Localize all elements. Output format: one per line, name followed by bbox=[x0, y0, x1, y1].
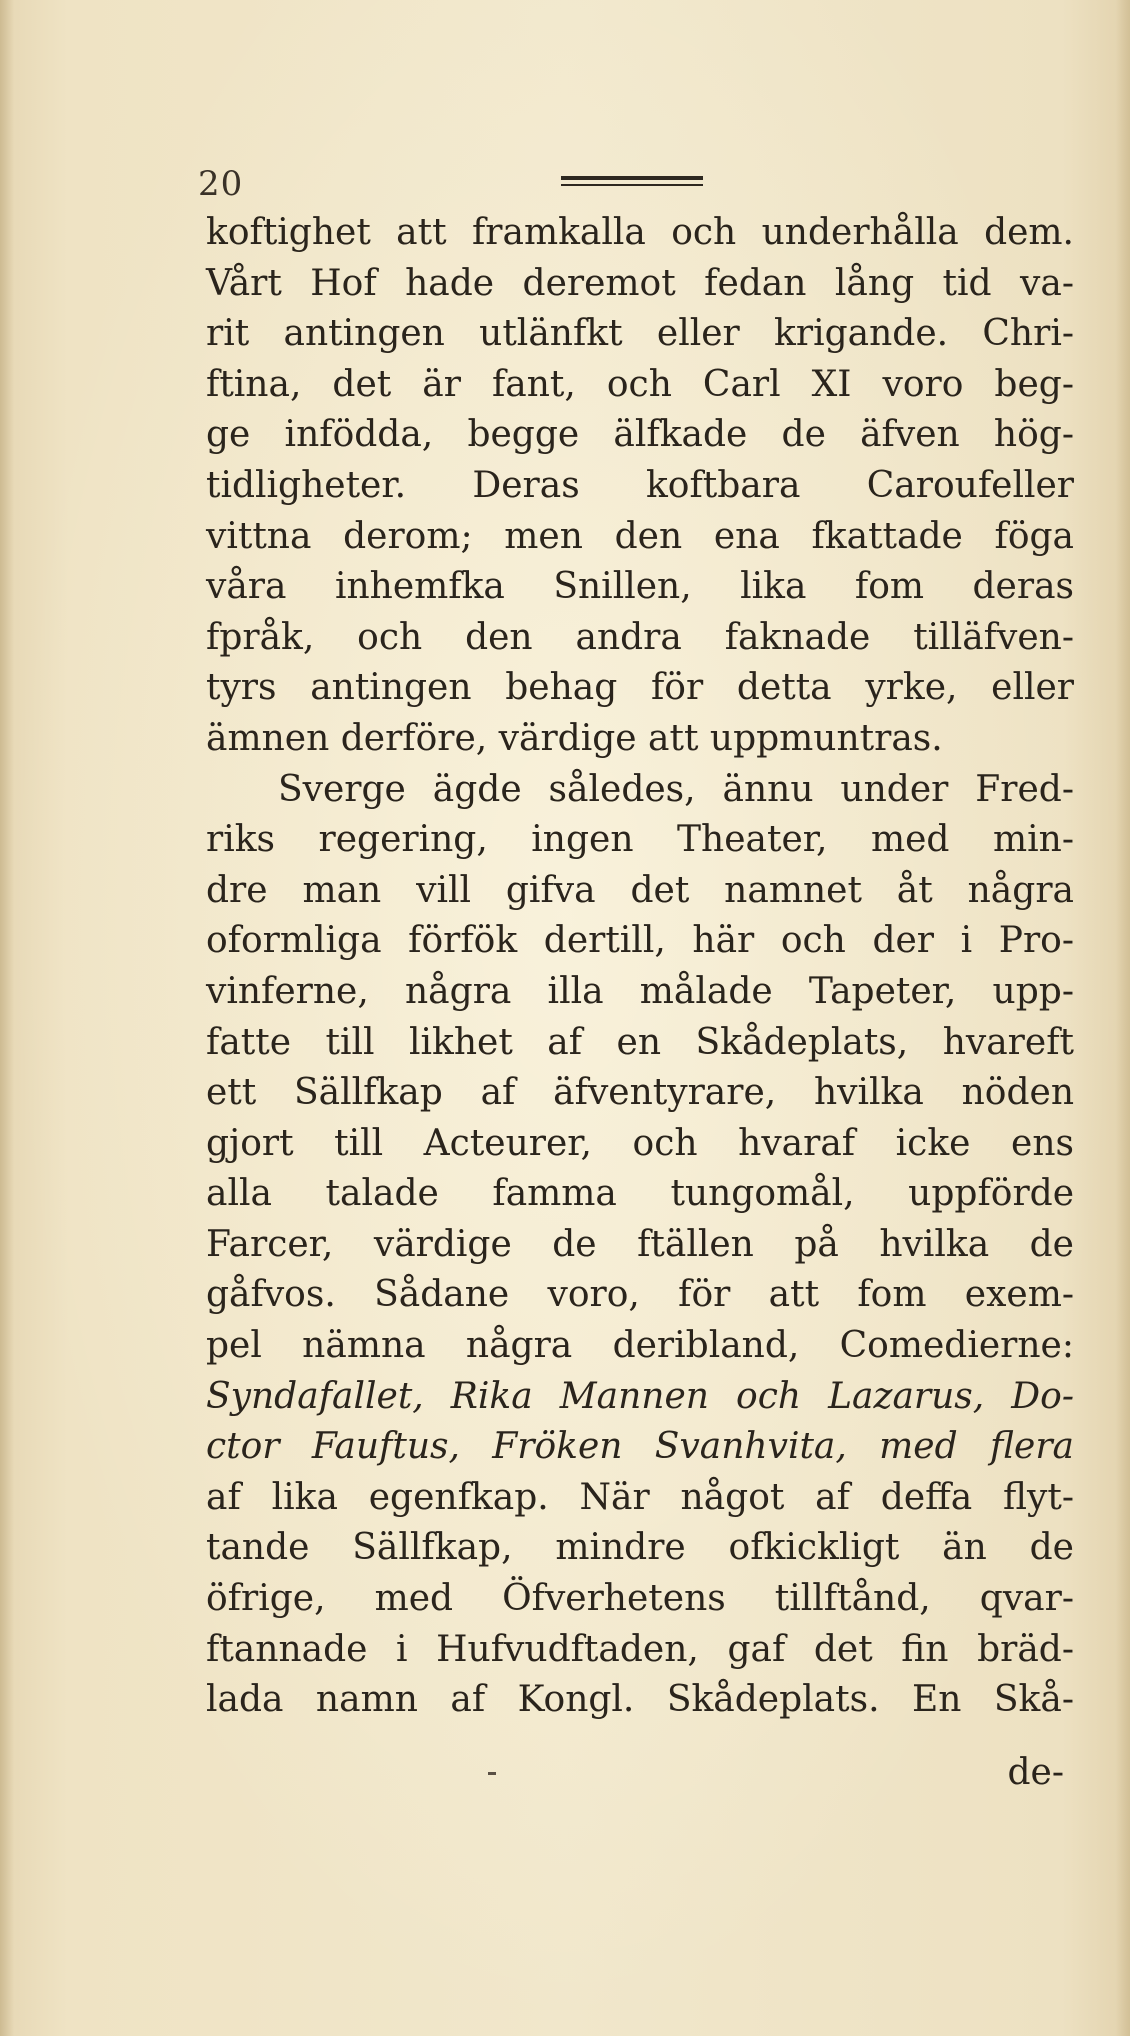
text-line: riks regering, ingen Theater, med min- bbox=[206, 819, 1074, 861]
page-number: 20 bbox=[198, 164, 244, 204]
text-line: tande Sällfkap, mindre ofkickligt än de bbox=[206, 1527, 1074, 1569]
text-line: öfrige, med Öfverhetens tillftånd, qvar- bbox=[206, 1578, 1074, 1620]
text-line: ftina, det är fant, och Carl XI voro beg- bbox=[206, 363, 1074, 405]
text-line: dre man vill gifva det namnet åt några bbox=[206, 869, 1074, 911]
text-line: lada namn af Kongl. Skådeplats. En Skå- bbox=[206, 1679, 1074, 1721]
text-line: vinferne, några illa målade Tapeter, upp- bbox=[206, 970, 1074, 1012]
text-line-italic: Syndafallet, Rika Mannen och Lazarus, Do- bbox=[206, 1375, 1074, 1417]
text-line-italic: ctor Fauftus, Fröken Svanhvita, med flera bbox=[206, 1426, 1074, 1468]
text-line: ge infödda, begge älfkade de äfven hög- bbox=[206, 414, 1074, 456]
text-line: fpråk, och den andra faknade tilläfven- bbox=[206, 616, 1074, 658]
text-line: fatte till likhet af en Skådeplats, hvareft bbox=[206, 1021, 1074, 1063]
text-line: gjort till Acteurer, och hvaraf icke ens bbox=[206, 1122, 1074, 1164]
text-line: af lika egenfkap. När något af deffa flyt- bbox=[206, 1476, 1074, 1518]
text-line: ftannade i Hufvudftaden, gaf det fin bräd- bbox=[206, 1628, 1074, 1670]
text-line: tyrs antingen behag för detta yrke, eller bbox=[206, 667, 1074, 709]
header-rule bbox=[561, 176, 703, 186]
text-line: ämnen derföre, värdige att uppmuntras. bbox=[206, 717, 943, 759]
text-line: pel nämna några deribland, Comedierne: bbox=[206, 1325, 1074, 1367]
text-line: gåfvos. Sådane voro, för att fom exem- bbox=[206, 1274, 1074, 1316]
text-line: Sverge ägde således, ännu under Fred- bbox=[278, 768, 1074, 810]
text-line: rit antingen utlänfkt eller krigande. Chri- bbox=[206, 313, 1074, 355]
body-text bbox=[206, 208, 1074, 1726]
text-line: vittna derom; men den ena fkattade föga bbox=[206, 515, 1074, 557]
text-line: Vårt Hof hade deremot fedan lång tid va- bbox=[206, 262, 1074, 304]
stray-mark bbox=[488, 1772, 496, 1775]
text-line: koftighet att framkalla och underhålla dem. bbox=[206, 212, 1074, 253]
text-line: oformliga förfök dertill, här och der i Pro- bbox=[206, 920, 1074, 962]
text-line: våra inhemfka Snillen, lika fom deras bbox=[206, 566, 1074, 608]
page-edge-left bbox=[0, 0, 14, 2036]
text-line: alla talade famma tungomål, uppförde bbox=[206, 1173, 1074, 1215]
text-line: tidligheter. Deras koftbara Caroufeller bbox=[206, 464, 1074, 506]
text-line: ett Sällfkap af äfventyrare, hvilka nöden bbox=[206, 1072, 1074, 1114]
catchword: de- bbox=[1007, 1752, 1064, 1793]
page-edge-right bbox=[1116, 0, 1130, 2036]
text-line: Farcer, värdige de ftällen på hvilka de bbox=[206, 1223, 1074, 1265]
